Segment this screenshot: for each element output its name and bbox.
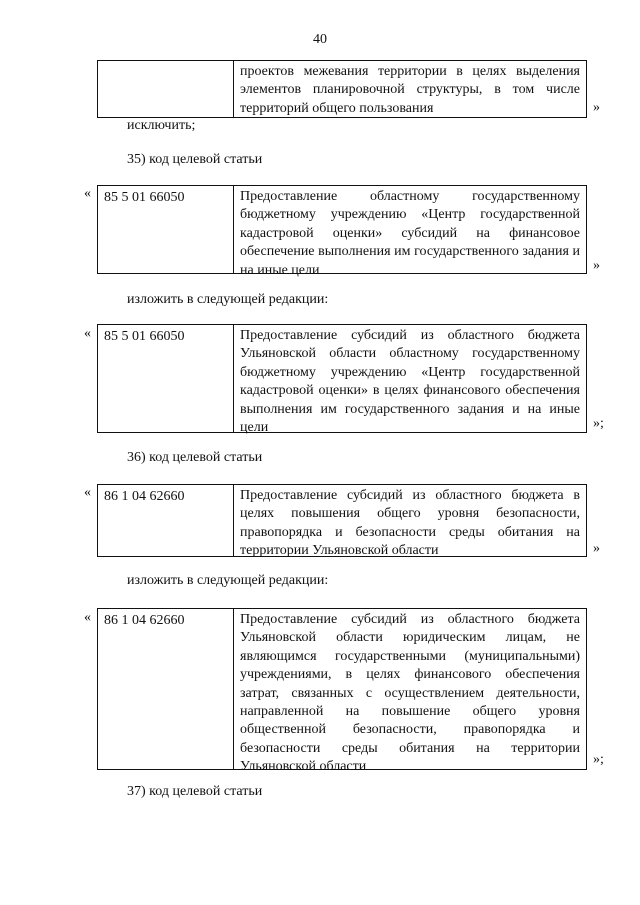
- opening-quote: «: [84, 326, 91, 341]
- closing-quote: »;: [593, 752, 604, 767]
- table-row-36-old: [97, 484, 587, 557]
- opening-quote: «: [84, 186, 91, 201]
- section-heading-36: 36) код целевой статьи: [127, 450, 263, 465]
- opening-quote: «: [84, 610, 91, 625]
- code-cell-empty: [98, 61, 234, 117]
- closing-quote: »: [593, 258, 600, 273]
- table-row-36-new: [97, 608, 587, 775]
- description-cell: Предоставление субсидий из областного бюджета Ульяновской области юридическим лицам, не являющимся государственными (муниципальными) учреждениями, в целях финансового обеспечения затрат, связанных с осуществлением деятельности, направленной на повышение общего уровня общественной безопасности, правопорядка и безопасности среды обитания на территории Ульяновской области: [240, 612, 580, 775]
- table-row-35-old: [97, 185, 587, 278]
- code-cell: 85 5 01 66050: [98, 186, 234, 273]
- table-row-top: [97, 60, 587, 118]
- code-cell: 86 1 04 62660: [98, 609, 234, 769]
- description-cell: проектов межевания территории в целях выделения элементов планировочной структуры, в том числе территорий общего пользования: [240, 64, 580, 116]
- opening-quote: «: [84, 485, 91, 500]
- code-cell: 85 5 01 66050: [98, 325, 234, 432]
- closing-quote: »;: [593, 416, 604, 431]
- section-heading-37: 37) код целевой статьи: [127, 784, 263, 799]
- section-heading-35: 35) код целевой статьи: [127, 152, 263, 167]
- description-cell: Предоставление субсидий из областного бюджета Ульяновской области областному государственному бюджетному учреждению «Центр государственной кадастровой оценки» в целях финансового обеспечения выполнения им государственного задания и на иные цели: [240, 328, 580, 436]
- description-cell: Предоставление субсидий из областного бюджета в целях повышения общего уровня безопасности, правопорядка и безопасности среды обитания на территории Ульяновской области: [240, 488, 580, 559]
- instruction-exclude: исключить;: [127, 118, 196, 133]
- instruction-edit-35: изложить в следующей редакции:: [127, 292, 329, 307]
- closing-quote: »: [593, 541, 600, 556]
- instruction-edit-36: изложить в следующей редакции:: [127, 573, 329, 588]
- description-cell: Предоставление областному государственному бюджетному учреждению «Центр государственной кадастровой оценки» субсидий на финансовое обеспечение выполнения им государственного задания и на иные цели: [240, 189, 580, 278]
- closing-quote: »: [593, 100, 600, 115]
- table-row-35-new: [97, 324, 587, 436]
- page-number: 40: [313, 32, 327, 47]
- code-cell: 86 1 04 62660: [98, 485, 234, 556]
